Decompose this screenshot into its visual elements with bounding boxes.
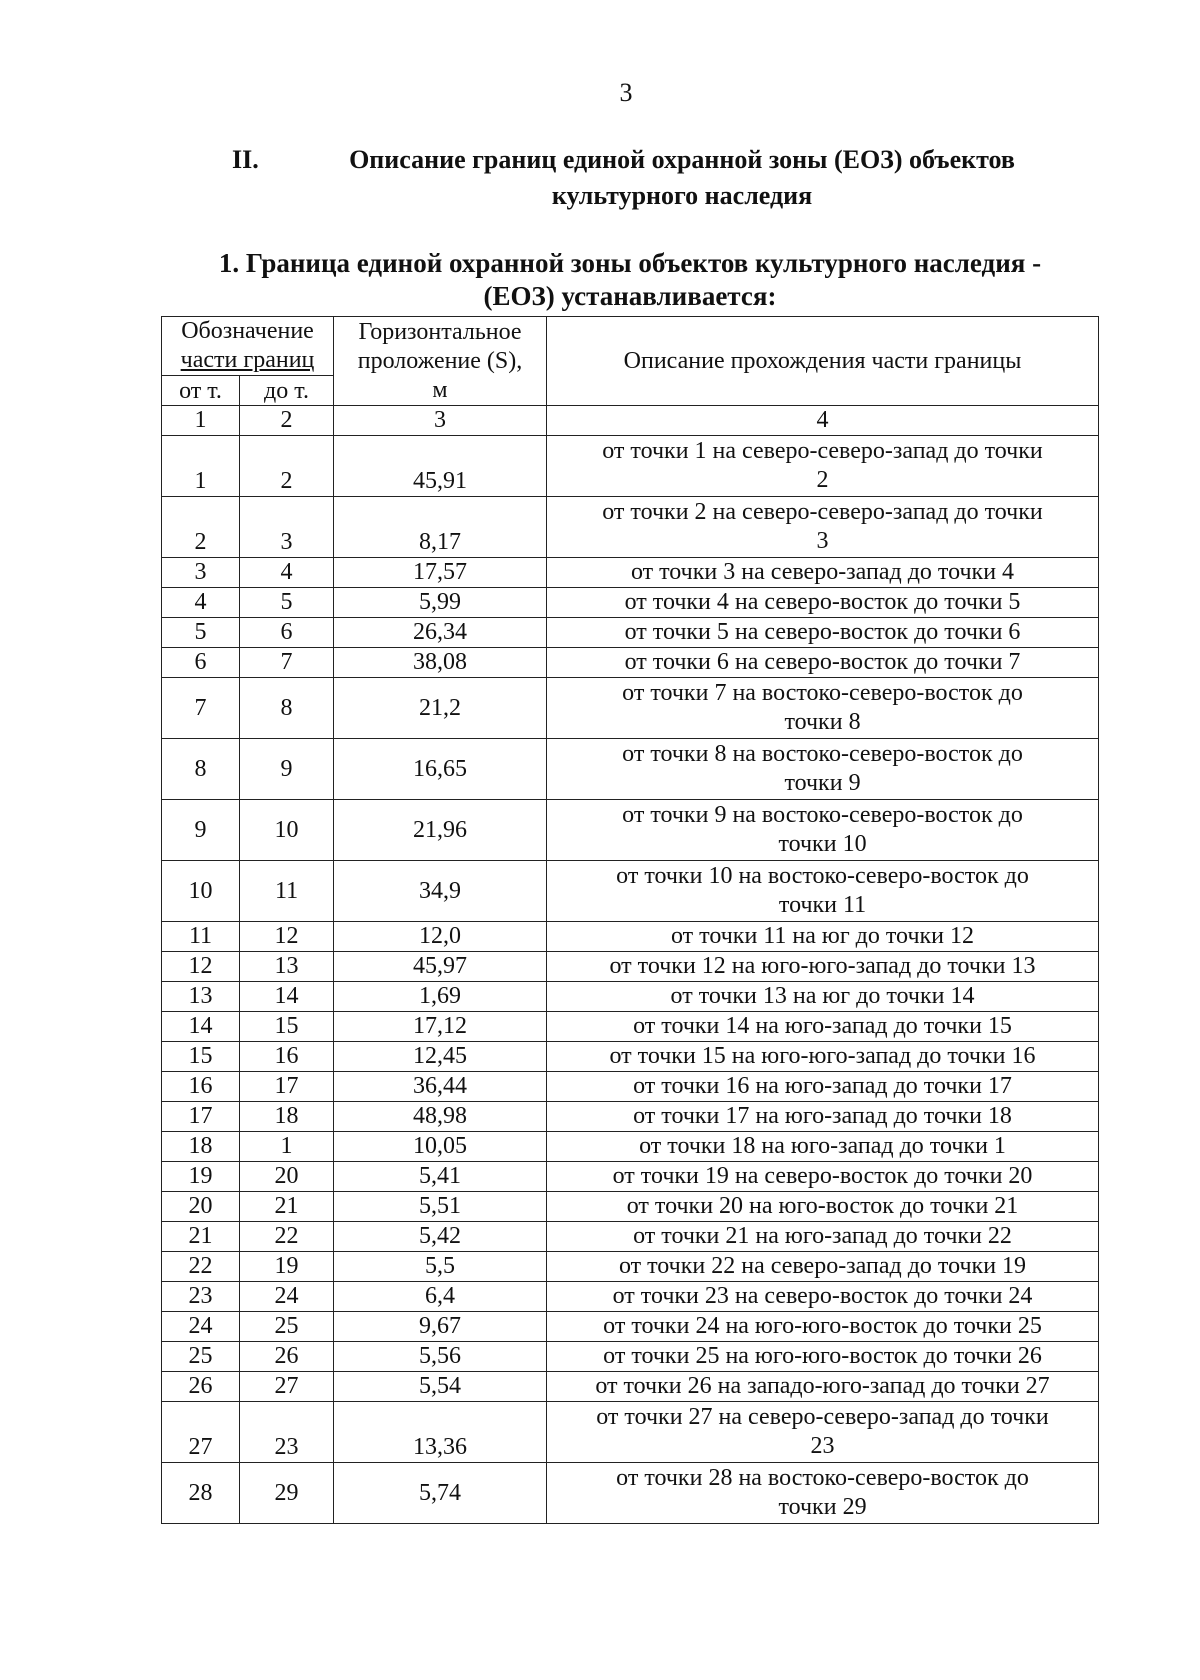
cell-distance: 36,44 bbox=[334, 1072, 547, 1102]
cell-description-line-2: 3 bbox=[816, 528, 829, 554]
cell-from-point: 20 bbox=[162, 1192, 240, 1222]
cell-description bbox=[547, 1222, 1099, 1252]
cell-from-point: 5 bbox=[162, 618, 240, 648]
cell-description-line-1: от точки 18 на юго-запад до точки 1 bbox=[639, 1133, 1006, 1159]
cell-to-point: 19 bbox=[240, 1252, 334, 1282]
cell-description bbox=[547, 861, 1099, 922]
cell-distance: 13,36 bbox=[334, 1402, 547, 1463]
cell-description bbox=[547, 678, 1099, 739]
table-row bbox=[162, 1252, 1099, 1282]
cell-to-point: 23 bbox=[240, 1402, 334, 1463]
cell-distance: 21,2 bbox=[334, 678, 547, 739]
cell-description bbox=[547, 1282, 1099, 1312]
cell-description-line-1: от точки 3 на северо-запад до точки 4 bbox=[630, 559, 1015, 585]
table-row bbox=[162, 436, 1099, 497]
cell-description-line-1: от точки 7 на востоко-северо-восток до bbox=[622, 680, 1023, 706]
table-heading-line-1: 1. Граница единой охранной зоны объектов культурного наследия - bbox=[218, 248, 1042, 278]
table-row bbox=[162, 1012, 1099, 1042]
cell-description bbox=[547, 800, 1099, 861]
column-number-2: 2 bbox=[240, 406, 334, 436]
cell-to-point: 6 bbox=[240, 618, 334, 648]
cell-distance: 1,69 bbox=[334, 982, 547, 1012]
cell-description-line-1: от точки 9 на востоко-северо-восток до bbox=[622, 802, 1023, 828]
table-row bbox=[162, 1282, 1099, 1312]
cell-from-point: 26 bbox=[162, 1372, 240, 1402]
cell-description bbox=[547, 1312, 1099, 1342]
cell-from-point: 19 bbox=[162, 1162, 240, 1192]
cell-description bbox=[547, 739, 1099, 800]
cell-description bbox=[547, 436, 1099, 497]
section-title-line-1: Описание границ единой охранной зоны (ЕОЗ) объектов bbox=[349, 145, 1015, 174]
cell-distance: 5,99 bbox=[334, 588, 547, 618]
header-designation-line-2: части границ bbox=[180, 347, 315, 373]
cell-from-point: 16 bbox=[162, 1072, 240, 1102]
cell-description-line-1: от точки 11 на юг до точки 12 bbox=[671, 923, 975, 949]
cell-description-line-1: от точки 1 на северо-северо-запад до точки bbox=[602, 438, 1043, 464]
cell-description bbox=[547, 982, 1099, 1012]
cell-description bbox=[547, 1342, 1099, 1372]
cell-description bbox=[547, 618, 1099, 648]
header-designation bbox=[162, 317, 334, 376]
cell-description-line-1: от точки 17 на юго-запад до точки 18 bbox=[633, 1103, 1012, 1129]
cell-description-line-2: точки 8 bbox=[784, 709, 861, 735]
table-row bbox=[162, 1463, 1099, 1524]
table-row bbox=[162, 558, 1099, 588]
cell-to-point: 8 bbox=[240, 678, 334, 739]
cell-description-line-1: от точки 6 на северо-восток до точки 7 bbox=[624, 649, 1021, 675]
cell-description-line-1: от точки 10 на востоко-северо-восток до bbox=[616, 863, 1029, 889]
column-number-row bbox=[162, 406, 1099, 436]
table-row bbox=[162, 678, 1099, 739]
table-row bbox=[162, 1042, 1099, 1072]
cell-description-line-1: от точки 28 на востоко-северо-восток до bbox=[616, 1465, 1029, 1491]
table-row bbox=[162, 800, 1099, 861]
cell-description-line-1: от точки 4 на северо-восток до точки 5 bbox=[624, 589, 1021, 615]
cell-from-point: 10 bbox=[162, 861, 240, 922]
table-row bbox=[162, 1402, 1099, 1463]
cell-description-line-2: точки 9 bbox=[784, 770, 861, 796]
cell-distance: 16,65 bbox=[334, 739, 547, 800]
column-number-1: 1 bbox=[162, 406, 240, 436]
cell-description-line-2: 2 bbox=[816, 467, 829, 493]
cell-distance: 26,34 bbox=[334, 618, 547, 648]
table-row bbox=[162, 618, 1099, 648]
header-distance-line-3: м bbox=[432, 376, 448, 403]
cell-from-point: 1 bbox=[162, 436, 240, 497]
cell-to-point: 17 bbox=[240, 1072, 334, 1102]
cell-distance: 17,57 bbox=[334, 558, 547, 588]
cell-description bbox=[547, 1252, 1099, 1282]
cell-description-line-2: точки 11 bbox=[778, 892, 867, 918]
cell-from-point: 9 bbox=[162, 800, 240, 861]
table-row bbox=[162, 1372, 1099, 1402]
cell-distance: 45,91 bbox=[334, 436, 547, 497]
table-row bbox=[162, 861, 1099, 922]
cell-description bbox=[547, 1162, 1099, 1192]
cell-from-point: 12 bbox=[162, 952, 240, 982]
cell-distance: 5,74 bbox=[334, 1463, 547, 1524]
cell-from-point: 15 bbox=[162, 1042, 240, 1072]
cell-distance: 5,41 bbox=[334, 1162, 547, 1192]
cell-description bbox=[547, 1372, 1099, 1402]
cell-to-point: 27 bbox=[240, 1372, 334, 1402]
cell-distance: 48,98 bbox=[334, 1102, 547, 1132]
cell-description-line-1: от точки 21 на юго-запад до точки 22 bbox=[633, 1223, 1012, 1249]
cell-description-line-1: от точки 2 на северо-северо-запад до точки bbox=[602, 499, 1043, 525]
cell-to-point: 16 bbox=[240, 1042, 334, 1072]
cell-from-point: 21 bbox=[162, 1222, 240, 1252]
cell-to-point: 9 bbox=[240, 739, 334, 800]
table-heading bbox=[160, 247, 1100, 313]
table-row bbox=[162, 922, 1099, 952]
cell-description-line-2: точки 29 bbox=[778, 1494, 867, 1520]
table-body bbox=[162, 406, 1099, 1524]
table-row bbox=[162, 497, 1099, 558]
section-roman-numeral: II. bbox=[232, 145, 259, 174]
cell-to-point: 2 bbox=[240, 436, 334, 497]
section-title-line-2: культурного наследия bbox=[551, 181, 813, 210]
cell-description-line-1: от точки 14 на юго-запад до точки 15 bbox=[633, 1013, 1012, 1039]
cell-description-line-1: от точки 24 на юго-юго-восток до точки 25 bbox=[603, 1313, 1042, 1339]
cell-to-point: 13 bbox=[240, 952, 334, 982]
column-number-3: 3 bbox=[334, 406, 547, 436]
cell-to-point: 29 bbox=[240, 1463, 334, 1524]
cell-description-line-1: от точки 13 на юг до точки 14 bbox=[670, 983, 975, 1009]
cell-to-point: 24 bbox=[240, 1282, 334, 1312]
cell-to-point: 26 bbox=[240, 1342, 334, 1372]
cell-distance: 5,42 bbox=[334, 1222, 547, 1252]
table-row bbox=[162, 1162, 1099, 1192]
cell-from-point: 24 bbox=[162, 1312, 240, 1342]
cell-description-line-1: от точки 22 на северо-запад до точки 19 bbox=[618, 1253, 1027, 1279]
cell-description-line-1: от точки 27 на северо-северо-запад до точки bbox=[596, 1404, 1049, 1430]
cell-distance: 5,5 bbox=[334, 1252, 547, 1282]
cell-to-point: 15 bbox=[240, 1012, 334, 1042]
header-distance-line-2: проложение (S), bbox=[357, 347, 523, 374]
cell-from-point: 14 bbox=[162, 1012, 240, 1042]
section-title bbox=[232, 142, 1092, 214]
cell-description bbox=[547, 1102, 1099, 1132]
header-from-point: от т. bbox=[162, 376, 240, 406]
cell-description-line-1: от точки 5 на северо-восток до точки 6 bbox=[624, 619, 1021, 645]
cell-to-point: 3 bbox=[240, 497, 334, 558]
column-number-4: 4 bbox=[547, 406, 1099, 436]
cell-to-point: 25 bbox=[240, 1312, 334, 1342]
cell-description-line-2: точки 10 bbox=[778, 831, 867, 857]
cell-from-point: 2 bbox=[162, 497, 240, 558]
cell-description bbox=[547, 1042, 1099, 1072]
cell-distance: 12,45 bbox=[334, 1042, 547, 1072]
cell-description bbox=[547, 1132, 1099, 1162]
cell-description bbox=[547, 1012, 1099, 1042]
cell-description-line-1: от точки 19 на северо-восток до точки 20 bbox=[612, 1163, 1033, 1189]
cell-distance: 38,08 bbox=[334, 648, 547, 678]
cell-description bbox=[547, 922, 1099, 952]
cell-from-point: 3 bbox=[162, 558, 240, 588]
cell-from-point: 13 bbox=[162, 982, 240, 1012]
cell-description-line-1: от точки 16 на юго-запад до точки 17 bbox=[633, 1073, 1012, 1099]
table-heading-line-2: (ЕОЗ) устанавливается: bbox=[483, 281, 777, 311]
cell-to-point: 20 bbox=[240, 1162, 334, 1192]
cell-distance: 10,05 bbox=[334, 1132, 547, 1162]
cell-description bbox=[547, 558, 1099, 588]
cell-distance: 45,97 bbox=[334, 952, 547, 982]
cell-description-line-1: от точки 23 на северо-восток до точки 24 bbox=[612, 1283, 1033, 1309]
cell-description bbox=[547, 648, 1099, 678]
cell-to-point: 21 bbox=[240, 1192, 334, 1222]
cell-distance: 5,54 bbox=[334, 1372, 547, 1402]
cell-description bbox=[547, 588, 1099, 618]
cell-distance: 12,0 bbox=[334, 922, 547, 952]
table-row bbox=[162, 952, 1099, 982]
cell-to-point: 5 bbox=[240, 588, 334, 618]
cell-description bbox=[547, 1192, 1099, 1222]
cell-description bbox=[547, 1072, 1099, 1102]
table-row bbox=[162, 1072, 1099, 1102]
cell-to-point: 7 bbox=[240, 648, 334, 678]
table-row bbox=[162, 1312, 1099, 1342]
cell-from-point: 17 bbox=[162, 1102, 240, 1132]
header-to-point: до т. bbox=[240, 376, 334, 406]
table-row bbox=[162, 1342, 1099, 1372]
cell-description bbox=[547, 1463, 1099, 1524]
cell-distance: 9,67 bbox=[334, 1312, 547, 1342]
cell-from-point: 28 bbox=[162, 1463, 240, 1524]
cell-from-point: 6 bbox=[162, 648, 240, 678]
header-distance bbox=[334, 317, 547, 406]
cell-distance: 34,9 bbox=[334, 861, 547, 922]
table-row bbox=[162, 739, 1099, 800]
cell-from-point: 11 bbox=[162, 922, 240, 952]
header-distance-line-1: Горизонтальное bbox=[358, 318, 522, 345]
cell-distance: 5,56 bbox=[334, 1342, 547, 1372]
cell-distance: 8,17 bbox=[334, 497, 547, 558]
cell-description-line-1: от точки 15 на юго-юго-запад до точки 16 bbox=[609, 1043, 1036, 1069]
cell-distance: 5,51 bbox=[334, 1192, 547, 1222]
cell-description-line-1: от точки 8 на востоко-северо-восток до bbox=[622, 741, 1023, 767]
cell-from-point: 27 bbox=[162, 1402, 240, 1463]
cell-to-point: 11 bbox=[240, 861, 334, 922]
cell-description-line-1: от точки 20 на юго-восток до точки 21 bbox=[626, 1193, 1019, 1219]
cell-description-line-1: от точки 25 на юго-юго-восток до точки 26 bbox=[603, 1343, 1042, 1369]
page-number: 3 bbox=[619, 78, 633, 107]
cell-distance: 17,12 bbox=[334, 1012, 547, 1042]
cell-description bbox=[547, 1402, 1099, 1463]
table-row bbox=[162, 982, 1099, 1012]
boundary-table bbox=[161, 316, 1099, 1524]
header-designation-line-1: Обозначение bbox=[181, 318, 314, 344]
cell-distance: 6,4 bbox=[334, 1282, 547, 1312]
table-row bbox=[162, 648, 1099, 678]
cell-to-point: 1 bbox=[240, 1132, 334, 1162]
table-row bbox=[162, 1102, 1099, 1132]
cell-to-point: 10 bbox=[240, 800, 334, 861]
cell-to-point: 4 bbox=[240, 558, 334, 588]
table-row bbox=[162, 1132, 1099, 1162]
cell-from-point: 8 bbox=[162, 739, 240, 800]
cell-to-point: 18 bbox=[240, 1102, 334, 1132]
cell-to-point: 22 bbox=[240, 1222, 334, 1252]
table-row bbox=[162, 588, 1099, 618]
table-row bbox=[162, 1222, 1099, 1252]
cell-from-point: 4 bbox=[162, 588, 240, 618]
cell-description bbox=[547, 497, 1099, 558]
cell-to-point: 14 bbox=[240, 982, 334, 1012]
cell-description-line-1: от точки 12 на юго-юго-запад до точки 13 bbox=[609, 953, 1036, 979]
cell-from-point: 7 bbox=[162, 678, 240, 739]
cell-distance: 21,96 bbox=[334, 800, 547, 861]
cell-description-line-1: от точки 26 на западо-юго-запад до точки 27 bbox=[595, 1373, 1050, 1399]
cell-from-point: 22 bbox=[162, 1252, 240, 1282]
table-row bbox=[162, 1192, 1099, 1222]
header-description: Описание прохождения части границы bbox=[547, 317, 1099, 406]
cell-to-point: 12 bbox=[240, 922, 334, 952]
cell-from-point: 25 bbox=[162, 1342, 240, 1372]
cell-description bbox=[547, 952, 1099, 982]
cell-from-point: 18 bbox=[162, 1132, 240, 1162]
cell-from-point: 23 bbox=[162, 1282, 240, 1312]
cell-description-line-2: 23 bbox=[810, 1433, 835, 1459]
